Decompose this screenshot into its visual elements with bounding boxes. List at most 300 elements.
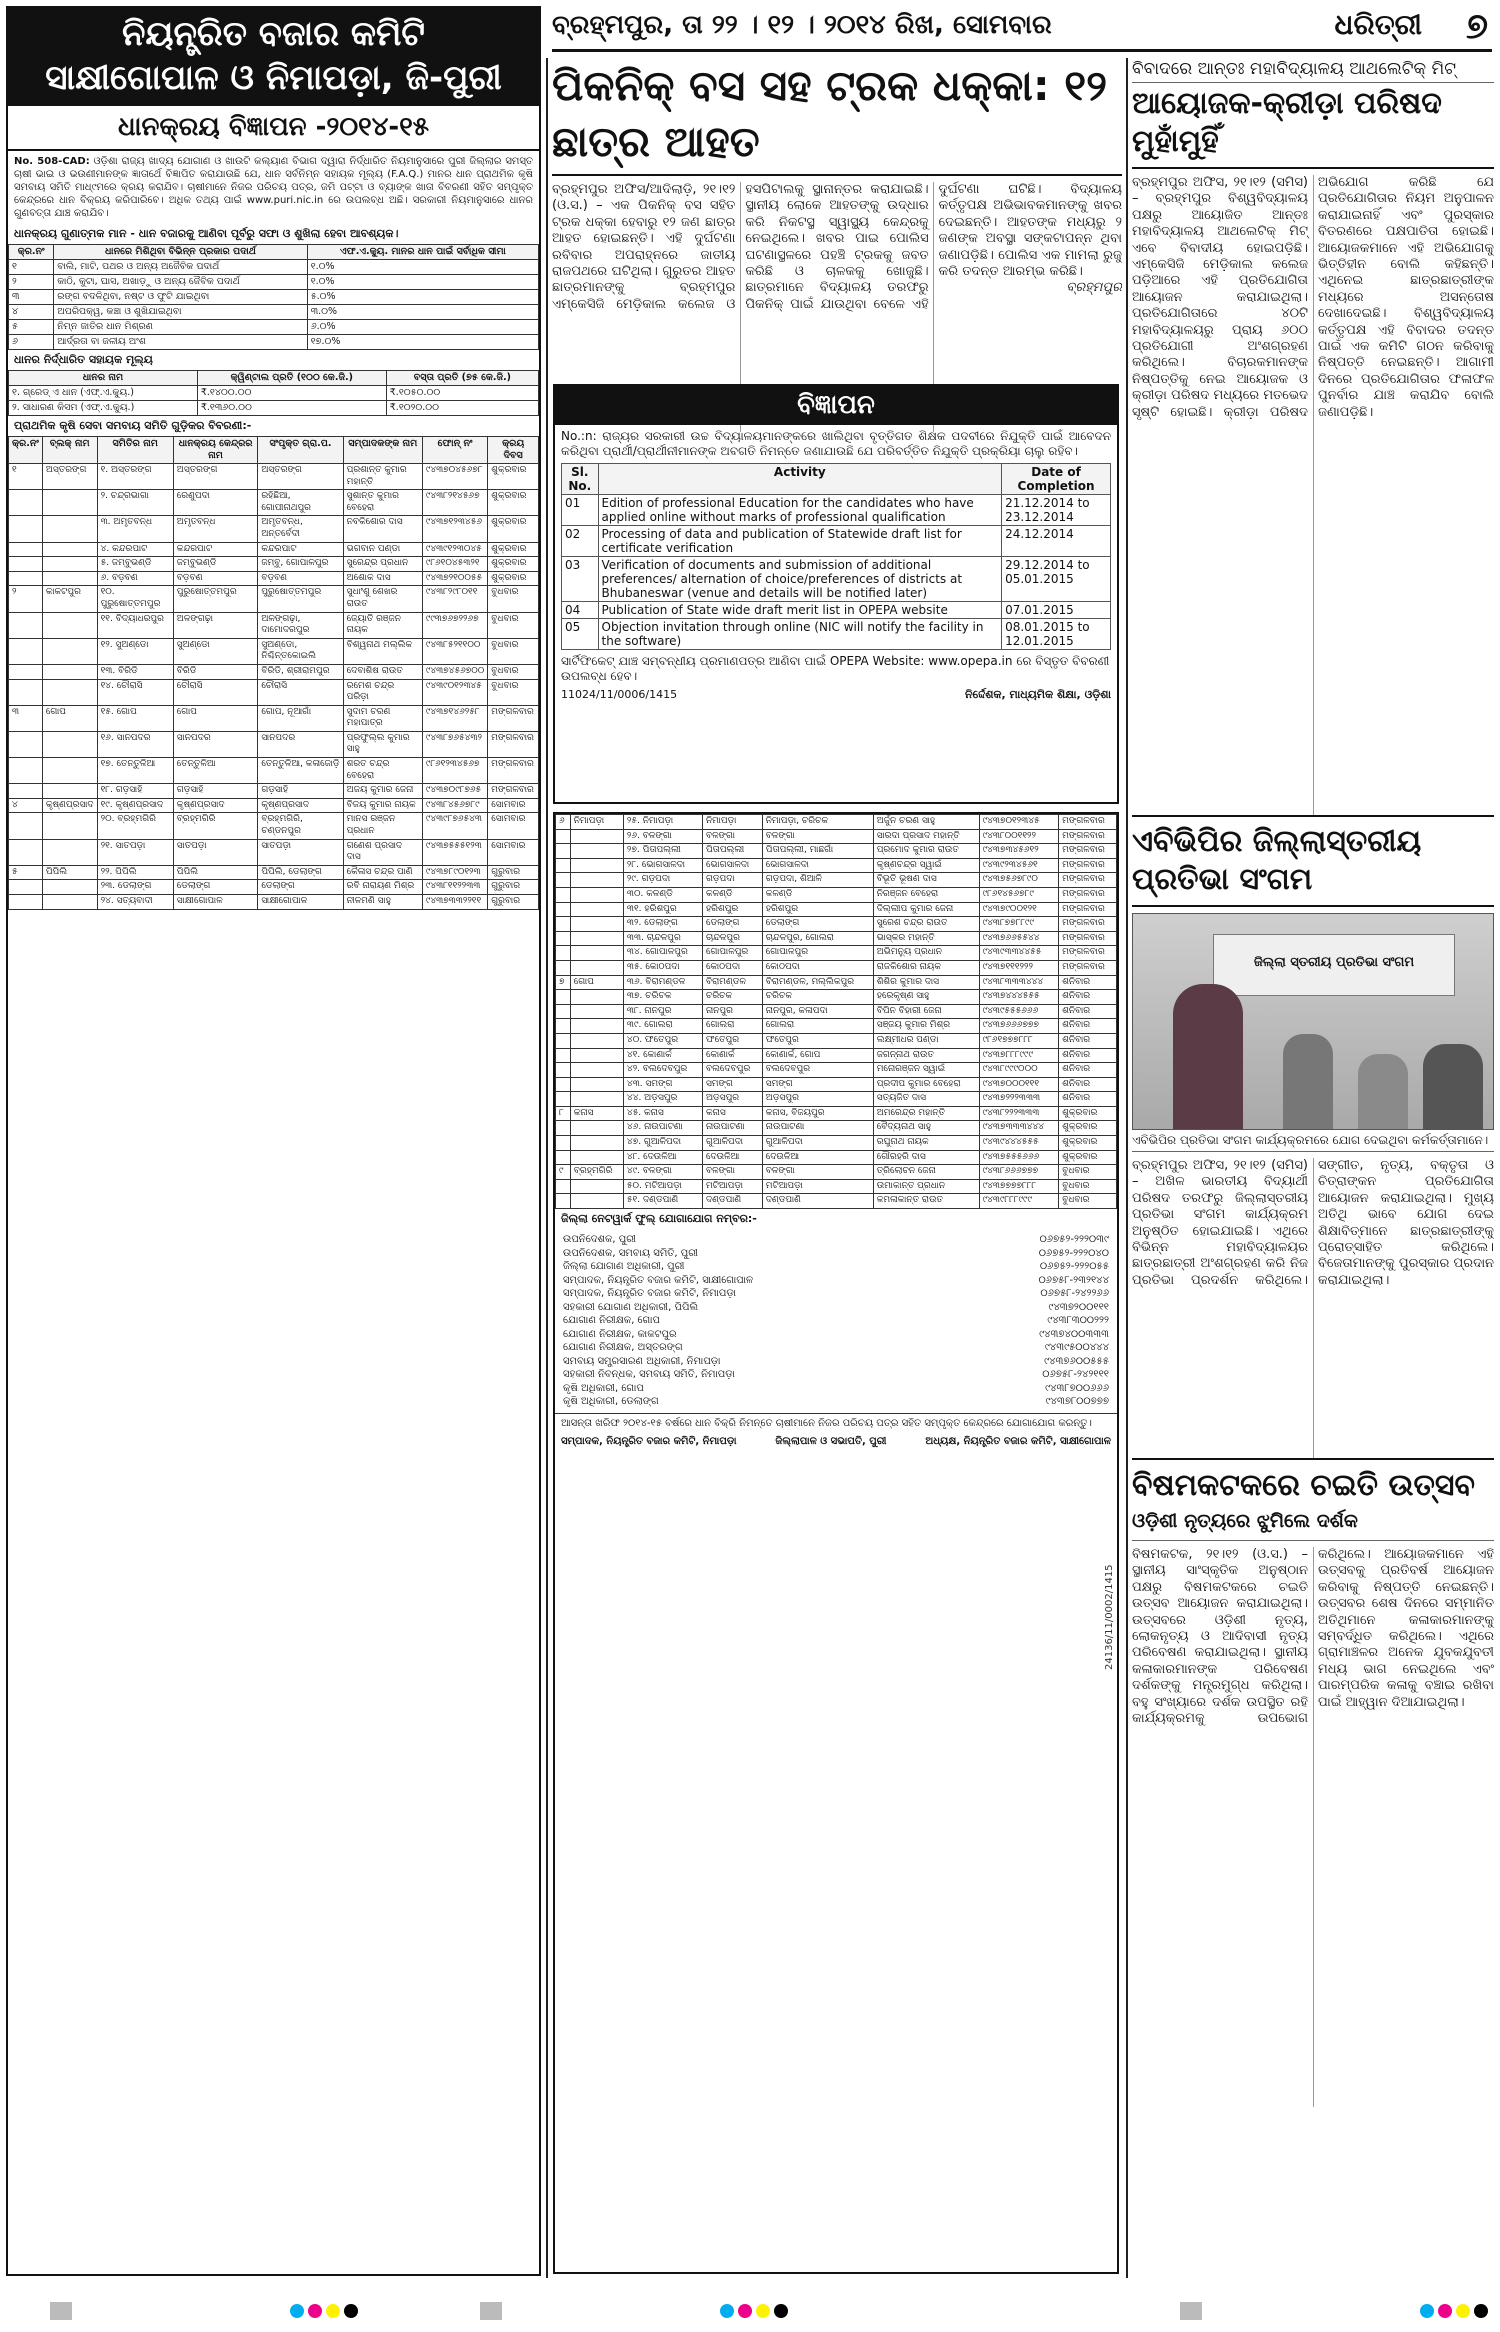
centres-cont-cell: [570, 844, 623, 859]
centres-cont-cell: ୯୪୩୭୩୪୫୬୧୨: [979, 844, 1059, 859]
centres-cont-cell: ୩୬. ବିରାମଣ୍ଡଳ: [623, 975, 702, 990]
centres-cell: ବୁଧବାର: [488, 612, 539, 638]
centres-cell: ସାତପଡ଼ା: [258, 839, 343, 865]
dateline: ବ୍ରହ୍ମପୁର, ତା ୨୨ । ୧୨ । ୨୦୧୪ ରିଖ, ସୋମବାର: [552, 10, 1052, 40]
centres-cont-cell: ଶନିବାର: [1059, 1019, 1117, 1034]
centres-cont-cell: ଗୋପ: [570, 975, 623, 990]
centres-cell: କାକଟପୁର: [42, 586, 97, 612]
centres-cont-cell: [570, 1121, 623, 1136]
centres-cont-cell: [570, 1033, 623, 1048]
centres-cont-cell: ୪୭. ଗୁଆଳିପଦା: [623, 1136, 702, 1151]
edu-cell: 05: [562, 619, 599, 650]
centres-cont-cell: କୋଣାର୍କ: [702, 1048, 762, 1063]
centres-cont-cell: ଦିଲ୍ଲୀପ କୁମାର ଜେନା: [873, 902, 979, 917]
centres-cont-cell: ୫୧. ଦଣ୍ଡପାଣି: [623, 1194, 702, 1209]
contact-office: ଯୋଗାଣ ନିରୀକ୍ଷକ, ଗୋପ: [563, 1315, 660, 1327]
centres-cell: ୪. କନ୍ଦରପାଟ: [97, 542, 173, 557]
quality-row: [9, 335, 539, 350]
centres-cell: ୯୪୩୮୨୧୪୫୬୭: [422, 490, 487, 516]
centres-row: [9, 557, 539, 572]
centres-header: ସମିତିର ନାମ: [97, 437, 173, 464]
centres-cell: ୧. ଅସ୍ତରଙ୍ଗ: [97, 464, 173, 490]
edu-row: [562, 602, 1111, 619]
centres-cell: ସୁଶାନ୍ତ କୁମାର ବେହେରା: [343, 490, 422, 516]
price-cell: ₹.୧୪୦୦.୦୦: [197, 386, 386, 401]
centres-cont-cell: ୯୪୩୭୬୬୬୭୭୭: [979, 1019, 1059, 1034]
centres-cont-row: [556, 902, 1117, 917]
centres-cont-cell: ଉମାକାନ୍ତ ପ୍ରଧାନ: [873, 1179, 979, 1194]
centres-cell: ୨୨. ପିପିଲି: [97, 865, 173, 880]
centres-cont-cell: ମଙ୍ଗଳବାର: [1059, 917, 1117, 932]
centres-cont-cell: ଶନିବାର: [1059, 1048, 1117, 1063]
centres-cont-cell: ଗୋଲରା: [762, 1019, 873, 1034]
centres-cont-cell: ୯୪୩୭୯୦୦୧୨୧: [979, 902, 1059, 917]
centres-cell: ଅସ୍ତରଙ୍ଗ: [173, 464, 258, 490]
centres-cell: ୯୮୬୧୦୪୫୩୨୧: [422, 557, 487, 572]
centres-cont-cell: କୃଷ୍ଣଚନ୍ଦ୍ର ସ୍ୱାଇଁ: [873, 858, 979, 873]
centres-cont-row: [556, 1150, 1117, 1165]
centres-cont-cell: ୯୪୩୭୫୬୭୮୯୦: [979, 873, 1059, 888]
centres-cell: ପିପିଲି, ଡେଲାଙ୍ଗ: [258, 865, 343, 880]
contact-office: ଯୋଗାଣ ନିରୀକ୍ଷକ, ଅସ୍ତରଙ୍ଗ: [563, 1342, 683, 1354]
centres-cell: ନବକିଶୋର ଦାସ: [343, 516, 422, 542]
centres-cell: ଶୁକ୍ରବାର: [488, 571, 539, 586]
centres-cell: ସାକ୍ଷୀଗୋପାଳ: [173, 895, 258, 910]
centres-cell: ୯୪୩୭୨୧୦୦୫୫: [422, 571, 487, 586]
edu-cell: Edition of professional Education for the candidates who have applied online without marks of professional qualification: [598, 495, 1002, 526]
story1-body: [1132, 169, 1494, 817]
centres-cont-cell: [570, 1179, 623, 1194]
edu-cell: 21.12.2014 to 23.12.2014: [1002, 495, 1111, 526]
centres-cont-cell: ଅର୍ଜୁନ ଚରଣ ସାହୁ: [873, 815, 979, 830]
lead-byline: ବ୍ରହ୍ମପୁର: [1066, 280, 1122, 296]
centres-cell: ବ୍ରହ୍ମଗିରି, ଚଣ୍ଡନପୁର: [258, 813, 343, 839]
centres-cont-cell: ଶିଶିର କୁମାର ଦାସ: [873, 975, 979, 990]
centres-cell: ୩. ଅମୃତବନ୍ଧ: [97, 516, 173, 542]
centres-cont-cell: ମଙ୍ଗଳବାର: [1059, 887, 1117, 902]
centres-cont-cell: [556, 960, 571, 975]
registration-greybox: [1180, 2302, 1202, 2320]
contact-office: ଉପନିଦେଶକ, ସମବାୟ ସମିତି, ପୁରୀ: [563, 1247, 699, 1259]
quality-cell: ୧.୦%: [307, 260, 538, 275]
centres-cont-cell: ଜଗନ୍ନାଥ ରାଉତ: [873, 1048, 979, 1063]
registration-dot: [344, 2304, 358, 2318]
centres-cont-cell: [570, 1150, 623, 1165]
contact-phone: ୦୬୭୫୮-୨୪୨୨୬୬: [1040, 1288, 1109, 1300]
paper-name: ଧରିତ୍ରୀ: [1334, 8, 1422, 41]
quality-cell: ନିମ୍ନ ଜାତିର ଧାନ ମିଶ୍ରଣ: [54, 320, 307, 335]
registration-dot: [1420, 2304, 1434, 2318]
centres-row: [9, 586, 539, 612]
centres-cont-cell: ଚାନ୍ଦଳପୁର, ଗୋଲରା: [762, 931, 873, 946]
contact-row: [563, 1233, 1109, 1247]
centres-cont-cell: ଅଭିମନ୍ୟୁ ପ୍ରଧାନ: [873, 946, 979, 961]
centres-cell: ବଡ଼ବଣ: [173, 571, 258, 586]
contact-office: ସହକାରୀ ଯୋଗାଣ ଅଧିକାରୀ, ପିପିଲି: [563, 1301, 699, 1313]
centres-cell: ଗଣେଶ ପ୍ରସାଦ ଦାସ: [343, 839, 422, 865]
photo-banner-text: ଜିଲ୍ଲା ସ୍ତରୀୟ ପ୍ରତିଭା ସଂଗମ: [1253, 955, 1415, 970]
contact-row: [563, 1247, 1109, 1261]
centres-cont-cell: ସାରଦା ପ୍ରସାଦ ମହାନ୍ତି: [873, 829, 979, 844]
centres-cell: ସୁରେନ୍ଦ୍ର ପ୍ରଧାନ: [343, 557, 422, 572]
centres-cell: ୯୪୩୭୩୩୨୨୧୧: [422, 895, 487, 910]
price-header: ଧାନର ନାମ: [9, 371, 198, 386]
column-rule: [1126, 58, 1128, 2278]
photo-banner: [1213, 934, 1455, 996]
centres-cell: ୯୪୩୮୧୧୨୨୩୩: [422, 880, 487, 895]
centres-cont-cell: [570, 1019, 623, 1034]
centres-cell: ପିପିଲି: [173, 865, 258, 880]
centres-cont-row: [556, 960, 1117, 975]
centres-cont-cell: ଅଡ଼ସପୁର: [762, 1092, 873, 1107]
centres-cont-cell: ଫତେପୁର: [762, 1033, 873, 1048]
centres-cont-cell: ୯୪୩୯୮୮୮୯୯୯: [979, 1194, 1059, 1209]
centres-cell: ୨: [9, 586, 43, 612]
centres-cont-cell: ପ୍ରମୋଦ କୁମାର ରାଉତ: [873, 844, 979, 859]
centres-cell: ସୁଧାଂଶୁ ଶେଖର ରାଉତ: [343, 586, 422, 612]
contact-office: ସମ୍ପାଦକ, ନିୟନ୍ତ୍ରିତ ବଜାର କମିଟି, ସାକ୍ଷୀଗୋପାଳ: [563, 1274, 754, 1286]
centres-cont-cell: ୨୫. ନିମାପଡ଼ା: [623, 815, 702, 830]
centres-cont-cell: କୋଠପଦା: [702, 960, 762, 975]
centres-cont-cell: ୨୭. ପିତାପଲ୍ଲୀ: [623, 844, 702, 859]
quality-cell: ୫: [9, 320, 54, 335]
centres-cell: ୧୧. ବିଦ୍ୟାଧରପୁର: [97, 612, 173, 638]
speaker-figure: [1173, 984, 1243, 1129]
centres-row: [9, 880, 539, 895]
centres-cell: ଗୁରୁବାର: [488, 865, 539, 880]
centres-cont-cell: ସୁରେଶ ଚନ୍ଦ୍ର ରାଉତ: [873, 917, 979, 932]
centres-cell: ବୁଧବାର: [488, 679, 539, 705]
centres-cont-cell: ଶନିବାର: [1059, 1004, 1117, 1019]
centres-cont-cell: ଅମରେନ୍ଦ୍ର ମହାନ୍ତି: [873, 1106, 979, 1121]
quality-heading: ଧାନକ୍ରୟ ଗୁଣାତ୍ମକ ମାନ - ଧାନ ବଜାରକୁ ଆଣିବା ପୂର୍ବରୁ ସଫା ଓ ଶୁଖିଲା ହେବା ଆବଶ୍ୟକ।: [14, 227, 399, 240]
centres-cont-cell: ଗଡ଼ପଦା, ଶିଆଳି: [762, 873, 873, 888]
centres-cont-cell: [556, 887, 571, 902]
right-column: [1132, 58, 1494, 2107]
price-table: [8, 370, 539, 416]
centres-cont-cell: ବୈଦ୍ୟନାଥ ସାହୁ: [873, 1121, 979, 1136]
centres-cell: ତେନ୍ତୁଳିଆ: [173, 758, 258, 784]
centres-cont-cell: ନିମାପଡ଼ା: [702, 815, 762, 830]
centres-cell: [9, 516, 43, 542]
signatory: ଜିଲ୍ଲାପାଳ ଓ ସଭାପତି, ପୁରୀ: [775, 1435, 887, 1447]
centres-cell: ୧୬. ସାନପଦର: [97, 731, 173, 757]
signatory: ସମ୍ପାଦକ, ନିୟନ୍ତ୍ରିତ ବଜାର କମିଟି, ନିମାପଡ଼ା: [561, 1435, 737, 1447]
centres-row: [9, 731, 539, 757]
centres-cont-cell: [556, 990, 571, 1005]
centres-cell: ୯୪୩୭୧୨୩୪୫୬: [422, 516, 487, 542]
contact-phone: ୦୬୭୫୨-୨୨୨୦୩୯: [1039, 1234, 1109, 1246]
edu-cell: Processing of data and publication of Statewide draft list for certificate verification: [598, 526, 1002, 557]
quality-cell: ୩: [9, 290, 54, 305]
centres-cont-cell: ମନୋରଞ୍ଜନ ସ୍ୱାଇଁ: [873, 1063, 979, 1078]
centres-cell: ୯୪୩୭୦୪୫୬୭୮: [422, 464, 487, 490]
centres-cont-cell: [556, 1194, 571, 1209]
centres-cell: [42, 784, 97, 799]
centres-cont-cell: ଗୁଆଳିପଦା: [702, 1136, 762, 1151]
ad-header: [8, 8, 539, 106]
centres-cont-cell: ଶନିବାର: [1059, 1092, 1117, 1107]
centres-cont-row: [556, 844, 1117, 859]
centres-cell: କୈଳାସ ଚନ୍ଦ୍ର ପାଣି: [343, 865, 422, 880]
centres-cell: [9, 664, 43, 679]
centres-cont-cell: ୮: [556, 1106, 571, 1121]
edu-ad-ref: 11024/11/0006/1415: [561, 688, 678, 701]
centres-cell: [9, 839, 43, 865]
edu-row: [562, 526, 1111, 557]
centres-cont-cell: ଅଡ଼ସପୁର: [702, 1092, 762, 1107]
centres-cell: ଜମ୍ବୁ, ଗୋପାଳପୁର: [258, 557, 343, 572]
contact-phone: ୦୬୭୫୨-୨୨୨୦୪୦: [1038, 1247, 1109, 1259]
edu-header: Sl. No.: [562, 464, 599, 495]
centres-cell: ରେଣୁପଦା: [173, 490, 258, 516]
centres-header: ସମ୍ପାଦକଙ୍କ ନାମ: [343, 437, 422, 464]
centres-cell: ଡେଲାଙ୍ଗ: [258, 880, 343, 895]
centres-cell: ଅସ୍ତରଙ୍ଗ: [42, 464, 97, 490]
centres-header: ଫୋନ୍ ନଂ: [422, 437, 487, 464]
centres-cont-cell: ଶନିବାର: [1059, 1063, 1117, 1078]
centres-cell: [42, 679, 97, 705]
centres-cell: ବ୍ରହ୍ମଗିରି: [173, 813, 258, 839]
centres-cell: ପୁରୁଷୋତ୍ତମପୁର: [258, 586, 343, 612]
centres-cont-cell: [570, 960, 623, 975]
centres-cont-cell: ୯୪୩୭୧୧୧୨୨୨: [979, 960, 1059, 975]
centres-heading: ପ୍ରାଥମିକ କୃଷି ସେବା ସମବାୟ ସମିତି ଗୁଡ଼ିକର ବିବରଣୀ:-: [14, 419, 252, 432]
centres-cont-cell: ୩୮. ନାନପୁର: [623, 1004, 702, 1019]
centres-cell: [42, 839, 97, 865]
lead-body-text: ବ୍ରହ୍ମପୁର ଅଫିସ/ଆଦିଲାଡ଼ି, ୨୧।୧୨ (ଓ.ସ.) – ଏକ ପିକନିକ୍ ବସ ସହିତ ଟ୍ରକ ଧକ୍କା ହେବାରୁ ୧୨ ଜଣ ଛାତ୍ର ଆହତ ହୋଇଛନ୍ତି। ଏହି ଦୁର୍ଘଟଣା ରବିବାର ଅପରାହ୍ନରେ ଜାତୀୟ ରାଜପଥରେ ଘଟିଥିଲା। ଗୁରୁତର ଆହତ ଛାତ୍ରମାନଙ୍କୁ ବ୍ରହ୍ମପୁର ଏମ୍‌କେସିଜି ମେଡ଼ିକାଲ କଲେଜ ଓ ହସପିଟାଲକୁ ସ୍ଥାନାନ୍ତର କରାଯାଇଛି। ସ୍ଥାନୀୟ ଲୋକେ ଆହତଙ୍କୁ ଉଦ୍ଧାର କରି ନିକଟସ୍ଥ ସ୍ୱାସ୍ଥ୍ୟ କେନ୍ଦ୍ରକୁ ନେଇଥିଲେ। ଖବର ପାଇ ପୋଲିସ ଘଟଣାସ୍ଥଳରେ ପହଞ୍ଚି ଟ୍ରକକୁ ଜବତ କରିଛି ଓ ଚାଳକକୁ ଖୋଜୁଛି। ଛାତ୍ରମାନେ ବିଦ୍ୟାଳୟ ତରଫରୁ ପିକନିକ୍ ପାଇଁ ଯାଉଥିବା ବେଳେ ଏହି ଦୁର୍ଘଟଣା ଘଟିଛି। ବିଦ୍ୟାଳୟ କର୍ତ୍ତୃପକ୍ଷ ଅଭିଭାବକମାନଙ୍କୁ ଖବର ଦେଇଛନ୍ତି। ଆହତଙ୍କ ମଧ୍ୟରୁ ୨ ଜଣଙ୍କ ଅବସ୍ଥା ସଙ୍କଟାପନ୍ନ ଥିବା ଜଣାପଡ଼ିଛି। ପୋଲିସ ଏକ ମାମଲା ରୁଜୁ କରି ତଦନ୍ତ ଆରମ୍ଭ କରିଛି।: [552, 182, 1122, 312]
centres-cell: ଶୁକ୍ରବାର: [488, 542, 539, 557]
centres-cell: ଅଳଙ୍ଗଢ଼ା, ଦାମୋଦରପୁର: [258, 612, 343, 638]
centres-cont-cell: [556, 1063, 571, 1078]
centres-cell: ଶୁକ୍ରବାର: [488, 464, 539, 490]
contact-phone: ୦୬୭୫୨-୨୨୨୦୫୫: [1039, 1261, 1109, 1273]
centres-cont-cell: [570, 931, 623, 946]
centres-cont-cell: [556, 946, 571, 961]
centres-cell: ୫: [9, 865, 43, 880]
centres-cont-cell: ଦଣ୍ଡପାଣି: [762, 1194, 873, 1209]
centres-cont-row: [556, 1106, 1117, 1121]
centres-cont-cell: ଡେଲାଙ୍ଗ: [762, 917, 873, 932]
centres-header: କ୍ର.ନଂ: [9, 437, 43, 464]
centres-cont-row: [556, 1077, 1117, 1092]
centres-cont-row: [556, 975, 1117, 990]
ad-subtitle: ଧାନକ୍ରୟ ବିଜ୍ଞାପନ -୨୦୧୪-୧୫: [8, 106, 539, 151]
contact-row: [563, 1355, 1109, 1369]
centres-cell: ଗୋପ: [173, 705, 258, 731]
quality-cell: ୧.୦%: [307, 275, 538, 290]
centres-cell: ଚୌରାସି: [258, 679, 343, 705]
centres-cont-cell: ୯୪୩୭୦୦୦୧୧୧: [979, 1077, 1059, 1092]
centres-cont-row: [556, 1004, 1117, 1019]
centres-row: [9, 490, 539, 516]
contacts-list: [555, 1229, 1117, 1413]
centres-cont-cell: ୩୪. ଗୋପାଳପୁର: [623, 946, 702, 961]
centres-cont-cell: ବିପିନ ବିହାରୀ ଜେନା: [873, 1004, 979, 1019]
centres-cell: [42, 731, 97, 757]
centres-cont-cell: [556, 1048, 571, 1063]
centres-cont-cell: ୪୨. ବଲଦେବପୁର: [623, 1063, 702, 1078]
centres-cell: ମଙ୍ଗଳବାର: [488, 784, 539, 799]
centres-cont-cell: ୯୪୩୮୩୩୩୪୪୪: [979, 975, 1059, 990]
centres-cell: ସୋମବାର: [488, 839, 539, 865]
centres-cont-cell: ଗୁଆଳିପଦା: [762, 1136, 873, 1151]
centres-header: ବ୍ଲକ୍ ନାମ: [42, 437, 97, 464]
lead-story: [552, 58, 1122, 432]
centres-cont-cell: ଚରିଚକ: [702, 990, 762, 1005]
centres-cont-cell: ଡେଲାଙ୍ଗ: [702, 917, 762, 932]
centres-cell: ମଙ୍ଗଳବାର: [488, 705, 539, 731]
centres-cont-cell: ଶୁକ୍ରବାର: [1059, 1121, 1117, 1136]
centres-row: [9, 664, 539, 679]
price-row: [9, 386, 539, 401]
centres-cont-cell: [556, 1077, 571, 1092]
centres-cont-cell: ମଙ୍ଗଳବାର: [1059, 815, 1117, 830]
contact-phone: ୯୪୩୭୮୦୦୭୭୭: [1045, 1396, 1109, 1408]
centres-cell: ୯୪୩୯୧୨୩୦୪୫: [422, 542, 487, 557]
centres-row: [9, 865, 539, 880]
centres-cont-cell: ସମଙ୍ଗ: [702, 1077, 762, 1092]
centres-cell: ୧୫. ଗୋପ: [97, 705, 173, 731]
centres-cont-cell: [556, 1150, 571, 1165]
quality-cell: କାଠି, କୁଟା, ଘାସ, ଅଖାଡ଼ୁ ଓ ଅନ୍ୟ ଜୈବିକ ପଦାର୍ଥ: [54, 275, 307, 290]
centres-cont-cell: ୯୪୩୭୦୧୨୩୪୫: [979, 815, 1059, 830]
centres-cell: ବିଶ୍ୱନାଥ ମଲ୍ଲିକ: [343, 638, 422, 664]
centres-cont-row: [556, 873, 1117, 888]
centres-cont-cell: [570, 990, 623, 1005]
contact-phone: ୯୪୩୭୪୦୦୩୩୩: [1039, 1328, 1109, 1340]
centres-cell: ୧: [9, 464, 43, 490]
mandi-footer-note: ଆସନ୍ତା ଖରିଫ ୨୦୧୪-୧୫ ବର୍ଷରେ ଧାନ ବିକ୍ରି ନିମନ୍ତେ ଚାଷୀମାନେ ନିଜର ପରିଚୟ ପତ୍ର ସହିତ ସମ୍ପୃକ୍ତ କେନ୍ଦ୍ରରେ ଯୋଗାଯୋଗ କରନ୍ତୁ।: [555, 1413, 1117, 1433]
centres-cell: ତେନ୍ତୁଳିଆ, କଳାଜୋଡ଼ି: [258, 758, 343, 784]
centres-cell: ୧୩. ବିରିଡି: [97, 664, 173, 679]
centres-cont-cell: ଭାସ୍କର ମହାନ୍ତି: [873, 931, 979, 946]
centres-cell: ଗୋପ, ନୂଆଗାଁ: [258, 705, 343, 731]
centres-cont-cell: ପିତାପଲ୍ଲୀ: [702, 844, 762, 859]
centres-cont-row: [556, 1019, 1117, 1034]
registration-dot: [1474, 2304, 1488, 2318]
notice-number: No. 508-CAD:: [14, 156, 90, 167]
quality-header: ଏଫ.ଏ.କ୍ୟୁ. ମାନର ଧାନ ପାଇଁ ସର୍ବାଧିକ ସୀମା: [307, 245, 538, 260]
edu-row: [562, 495, 1111, 526]
centres-cell: [42, 664, 97, 679]
centres-cont-cell: ମଙ୍ଗଳବାର: [1059, 946, 1117, 961]
centres-cont-row: [556, 1165, 1117, 1180]
registration-greybox: [50, 2302, 72, 2320]
centres-cell: ୯୪୩୯୦୧୨୩୪୫: [422, 679, 487, 705]
quality-cell: ୨: [9, 275, 54, 290]
quality-cell: ୬.୦%: [307, 320, 538, 335]
edu-cell: 08.01.2015 to 12.01.2015: [1002, 619, 1111, 650]
centres-cont-cell: [556, 931, 571, 946]
registration-dot: [720, 2304, 734, 2318]
centres-cont-cell: ଭୋଗସାଳଦା: [702, 858, 762, 873]
centres-cell: ୯୯୩୭୬୭୨୨୬୭: [422, 612, 487, 638]
centres-cont-cell: [556, 873, 571, 888]
centres-cont-cell: ରାଜକିଶୋର ନାୟକ: [873, 960, 979, 975]
centres-cell: [42, 557, 97, 572]
centres-cell: କନ୍ଦରପାଟ: [173, 542, 258, 557]
centres-cont-row: [556, 858, 1117, 873]
centres-cell: ଅଳଙ୍ଗଢ଼ା: [173, 612, 258, 638]
centres-cont-cell: ସମଙ୍ଗ: [762, 1077, 873, 1092]
centres-cont-cell: କନାସ: [570, 1106, 623, 1121]
centres-cell: ସୋମବାର: [488, 798, 539, 813]
centres-cont-cell: [556, 1033, 571, 1048]
edu-cell: 02: [562, 526, 599, 557]
centres-cont-cell: ଲକ୍ଷ୍ମୀଧର ପଣ୍ଡା: [873, 1033, 979, 1048]
centres-cell: ୧୭. ତେନ୍ତୁଳିଆ: [97, 758, 173, 784]
event-photo: [1132, 913, 1494, 1130]
centres-cont-cell: ମଙ୍ଗଳବାର: [1059, 931, 1117, 946]
centres-cell: ଅମୃତବନ୍ଧ, ଅନ୍ତର୍ବେଦୀ: [258, 516, 343, 542]
centres-cont-cell: ଶନିବାର: [1059, 975, 1117, 990]
contact-row: [563, 1341, 1109, 1355]
centres-cont-cell: [556, 829, 571, 844]
centres-cont-cell: ୪୪. ଅଡ଼ସପୁର: [623, 1092, 702, 1107]
quality-cell: ରଙ୍ଗ ବଦଳିଥିବା, ନଷ୍ଟ ଓ ଫୁଟି ଯାଇଥିବା: [54, 290, 307, 305]
centres-row: [9, 612, 539, 638]
centres-cell: [42, 758, 97, 784]
centres-cont-cell: ମଙ୍ଗଳବାର: [1059, 844, 1117, 859]
story3-body: [1132, 1541, 1494, 2107]
price-cell: ୧. ଗ୍ରେଡ୍ ଏ ଧାନ (ଏଫ୍.ଏ.କ୍ୟୁ.): [9, 386, 198, 401]
centres-cell: ଡେଲାଙ୍ଗ: [173, 880, 258, 895]
centres-cell: ସୁଅଣ୍ଡୋ: [173, 638, 258, 664]
centres-cell: ପୁରୁଷୋତ୍ତମପୁର: [173, 586, 258, 612]
edu-cell: Objection invitation through online (NIC will notify the facility in the software): [598, 619, 1002, 650]
centres-cell: ୬. ବଡ଼ବଣ: [97, 571, 173, 586]
centres-cell: ବୁଧବାର: [488, 638, 539, 664]
edu-row: [562, 619, 1111, 650]
centres-cont-cell: ମଙ୍ଗଳବାର: [1059, 902, 1117, 917]
centres-row: [9, 813, 539, 839]
centres-cell: ଜମ୍ବୁଭଣ୍ଡି: [173, 557, 258, 572]
price-row: [9, 401, 539, 416]
centres-cont-row: [556, 829, 1117, 844]
quality-cell: ୧: [9, 260, 54, 275]
centres-cont-cell: ତ୍ରିଲୋଚନ ଜେନା: [873, 1165, 979, 1180]
centres-cell: [9, 813, 43, 839]
centres-cont-cell: [570, 946, 623, 961]
contact-phone: ୦୬୭୫୮-୨୩୨୧୪୪: [1038, 1274, 1109, 1286]
price-cell: ₹.୧୦୨୦.୦୦: [386, 401, 538, 416]
edu-header: Activity: [598, 464, 1002, 495]
centres-cell: [42, 542, 97, 557]
centres-cont-cell: ଚାନ୍ଦଳପୁର: [702, 931, 762, 946]
centres-cont-cell: ୩୫. କୋଠପଦା: [623, 960, 702, 975]
centres-cell: ରବି ନାରାୟଣ ମିଶ୍ର: [343, 880, 422, 895]
centres-row: [9, 679, 539, 705]
centres-cont-cell: [570, 917, 623, 932]
centres-cell: [9, 638, 43, 664]
centres-cont-cell: [556, 1019, 571, 1034]
edu-header: Date of Completion: [1002, 464, 1111, 495]
centres-cell: ଶୁକ୍ରବାର: [488, 490, 539, 516]
centres-cell: ସାନପଦର: [173, 731, 258, 757]
contact-office: ଉପନିଦେଶକ, ପୁରୀ: [563, 1234, 637, 1246]
ad-notice: [8, 151, 539, 224]
centres-cont-cell: କୋଠପଦା: [762, 960, 873, 975]
centres-cont-cell: ନାଉପାଟଣା: [702, 1121, 762, 1136]
ad-title-line2: ସାକ୍ଷୀଗୋପାଳ ଓ ନିମାପଡ଼ା, ଜି-ପୁରୀ: [45, 58, 502, 98]
vertical-ref: 24136/11/0002/1415: [1104, 1564, 1115, 1670]
story3-headline: ବିଷମକଟକରେ ଚଇତି ଉତ୍ସବ: [1132, 1468, 1475, 1503]
centres-table: [8, 436, 539, 910]
centres-cell: ବିରିଡି: [173, 664, 258, 679]
centres-row: [9, 571, 539, 586]
story3-deck: ଓଡ଼ିଶୀ ନୃତ୍ୟରେ ଝୁମିଲେ ଦର୍ଶକ: [1132, 1508, 1494, 1541]
